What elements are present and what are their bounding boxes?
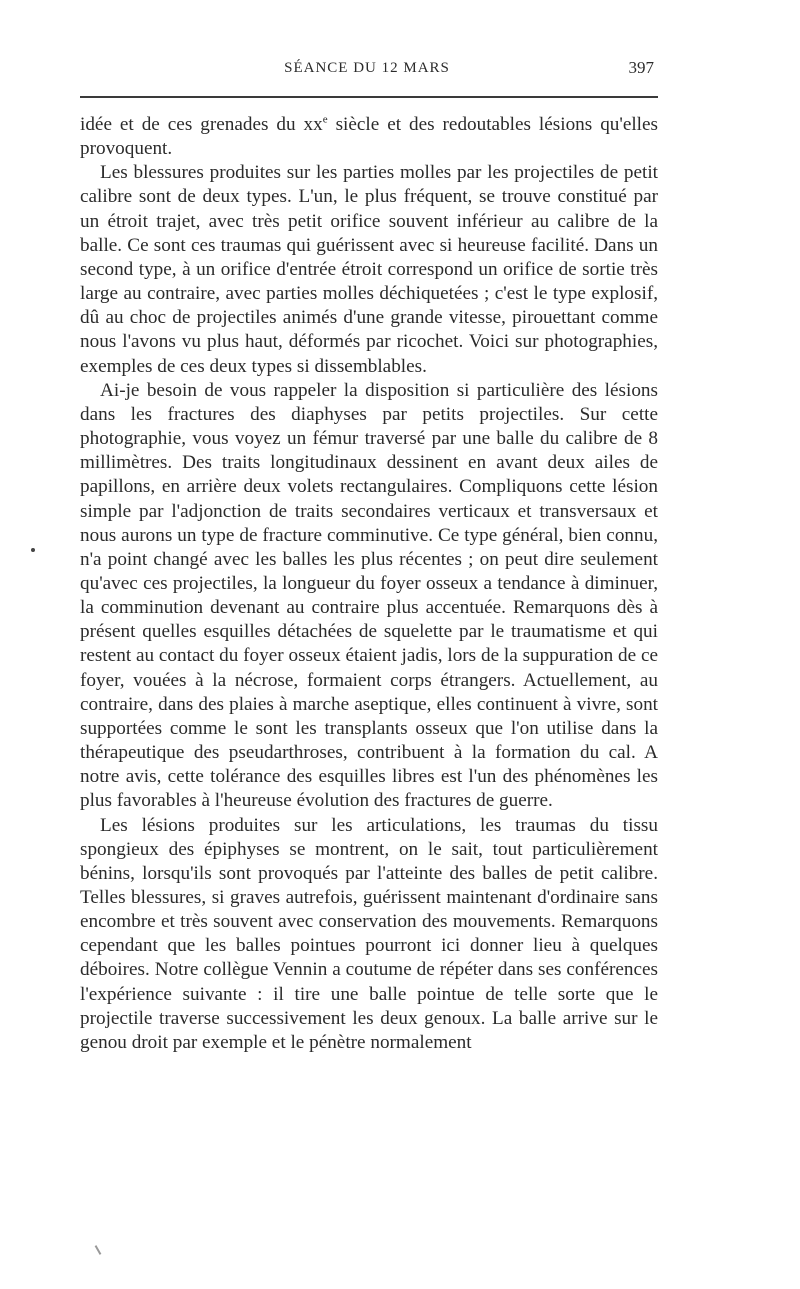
page-number: 397 <box>628 58 654 77</box>
century-superscript: e <box>322 113 328 126</box>
paragraph-continuation <box>80 113 658 161</box>
paragraph-diaphysis-fractures: Ai-je besoin de vous rappeler la disposition si particulière des lésions dans les fractures des diaphyses par petits projectiles. Sur cette photographie, vous voyez un fémur traversé par une balle du calibre de 8 millimètres. Des traits longitudinaux dessinent en avant deux ailes de papillons, en arrière deux volets rectangulaires. Compliquons cette lésion simple par l'adjonction de traits secondaires verticaux et transversaux et nous aurons un type de fracture comminutive. Ce type général, bien connu, n'a point changé avec les balles les plus récentes ; on peut dire seulement qu'avec ces projectiles, la longueur du foyer osseux a tendance à diminuer, la comminution devenant au contraire plus accentuée. Remarquons dès à présent quelles esquilles détachées de squelette par le traumatisme et qui restent au contact du foyer osseux étaient jadis, lors de la suppuration de ce foyer, vouées à la nécrose, formaient corps étrangers. Actuellement, au contraire, dans des plaies à marche aseptique, elles continuent à vivre, sont supportées comme le sont les transplants osseux que l'on utilise dans la thérapeutique des pseudarthroses, contribuent à la formation du cal. A notre avis, cette tolérance des esquilles libres est l'un des phénomènes les plus favorables à l'heureuse évolution des fractures de guerre. <box>80 379 658 812</box>
paragraph-1-text-end: siècle et des redoutables lésions qu'elles provoquent. <box>80 114 658 160</box>
paragraph-joint-lesions: Les lésions produites sur les articulations, les traumas du tissu spongieux des épiphyses se montrent, on le sait, tout particulièrement bénins, lorsqu'ils sont provoqués par l'atteinte des balles de petit calibre. Telles blessures, si graves autrefois, guérissent maintenant d'ordinaire sans encombre et très souvent avec conservation des mouvements. Remarquons cependant que les balles pointues pourront ici donner lieu à quelques déboires. Notre collègue Vennin a coutume de répéter dans ses conférences l'expérience suivante : il tire une balle pointue de telle sorte que le projectile traverse successivement les deux genoux. La balle arrive sur le genou droit par exemple et le pénètre normalement <box>80 814 658 1053</box>
paragraph-soft-tissue-wounds: Les blessures produites sur les parties molles par les projectiles de petit calibre sont de deux types. L'un, le plus fréquent, se trouve constitué par un étroit trajet, avec très petit orifice souvent inférieur au calibre de la balle. Ce sont ces traumas qui guérissent avec si heureuse facilité. Dans un second type, à un orifice d'entrée étroit correspond un orifice de sortie très large au contraire, avec parties molles déchiquetées ; c'est le type explosif, dû au choc de projectiles animés d'une grande vitesse, pirouettant comme nous l'avons vu plus haut, déformés par ricochet. Voici sur photographies, exemples de ces deux types si dissemblables. <box>80 162 658 377</box>
body-text <box>80 113 658 1055</box>
paragraph-1-text-start: idée et de ces grenades du xx <box>80 114 323 135</box>
margin-mark <box>31 548 35 552</box>
page-header <box>78 56 656 84</box>
header-rule <box>80 96 658 98</box>
running-title: SÉANCE DU 12 MARS <box>284 60 450 76</box>
margin-tick-mark <box>95 1245 102 1255</box>
